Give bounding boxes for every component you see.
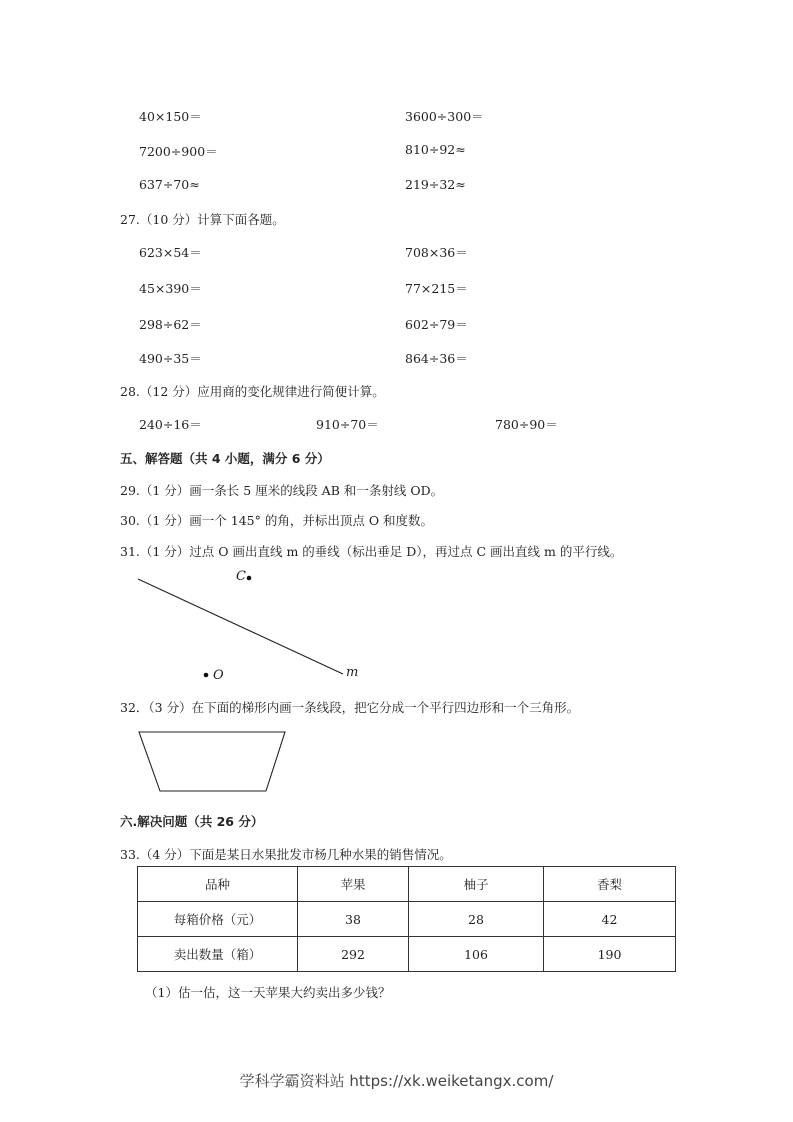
calc-item: 810÷92≈: [405, 142, 466, 157]
page-footer: 学科学霸资料站 https://xk.weiketangx.com/: [239, 1072, 554, 1090]
table-cell: 190: [544, 937, 676, 972]
table-cell: 卖出数量（箱）: [138, 937, 298, 972]
calc-item: 240÷16＝: [139, 417, 202, 432]
table-header-cell: 苹果: [298, 867, 409, 902]
table-cell: 42: [544, 902, 676, 937]
calc-item: 780÷90＝: [495, 417, 558, 432]
table-row: [138, 937, 676, 972]
line-m: [138, 579, 343, 674]
calc-item: 77×215＝: [405, 281, 468, 296]
calc-item: 40×150＝: [139, 109, 202, 124]
trapezoid: [139, 732, 285, 791]
question-31: 31.（1 分）过点 O 画出直线 m 的垂线（标出垂足 D），再过点 C 画出直线 m 的平行线。: [120, 544, 623, 559]
label-o: O: [213, 668, 224, 683]
section-heading: 六.解决问题（共 26 分）: [120, 814, 264, 829]
table-header-cell: 柚子: [409, 867, 544, 902]
calc-item: 490÷35＝: [139, 351, 202, 366]
calc-item: 910÷70＝: [316, 417, 379, 432]
table-cell: 106: [409, 937, 544, 972]
calc-item: 219÷32≈: [405, 177, 466, 192]
calc-item: 298÷62＝: [139, 317, 202, 332]
calc-item: 864÷36＝: [405, 351, 468, 366]
fruit-sales-table: [137, 866, 676, 972]
table-cell: 28: [409, 902, 544, 937]
question-32: 32．（3 分）在下面的梯形内画一条线段，把它分成一个平行四边形和一个三角形。: [120, 700, 580, 715]
question-27-title: 27.（10 分）计算下面各题。: [120, 212, 285, 227]
calc-item: 45×390＝: [139, 281, 202, 296]
question-30: 30.（1 分）画一个 145° 的角，并标出顶点 O 和度数。: [120, 513, 434, 528]
point-o: [204, 673, 209, 678]
question-33-title: 33.（4 分）下面是某日水果批发市杨几种水果的销售情况。: [120, 847, 452, 862]
table-header-cell: 品种: [138, 867, 298, 902]
table-row: [138, 867, 676, 902]
table-header-cell: 香梨: [544, 867, 676, 902]
calc-item: 602÷79＝: [405, 317, 468, 332]
calc-item: 708×36＝: [405, 245, 468, 260]
question-28-title: 28.（12 分）应用商的变化规律进行简便计算。: [120, 384, 385, 399]
calc-item: 3600÷300＝: [405, 109, 484, 124]
table-row: [138, 902, 676, 937]
question-29: 29.（1 分）画一条长 5 厘米的线段 AB 和一条射线 OD。: [120, 483, 444, 498]
table-cell: 38: [298, 902, 409, 937]
label-c: C: [236, 569, 246, 584]
section-heading: 五、解答题（共 4 小题，满分 6 分）: [120, 451, 330, 466]
question-33-sub1: （1）估一估，这一天苹果大约卖出多少钱？: [145, 985, 391, 1000]
calc-item: 7200÷900＝: [139, 144, 218, 159]
calc-item: 623×54＝: [139, 245, 202, 260]
label-m: m: [346, 665, 359, 680]
point-c: [247, 576, 252, 581]
table-cell: 每箱价格（元）: [138, 902, 298, 937]
calc-item: 637÷70≈: [139, 177, 200, 192]
table-cell: 292: [298, 937, 409, 972]
